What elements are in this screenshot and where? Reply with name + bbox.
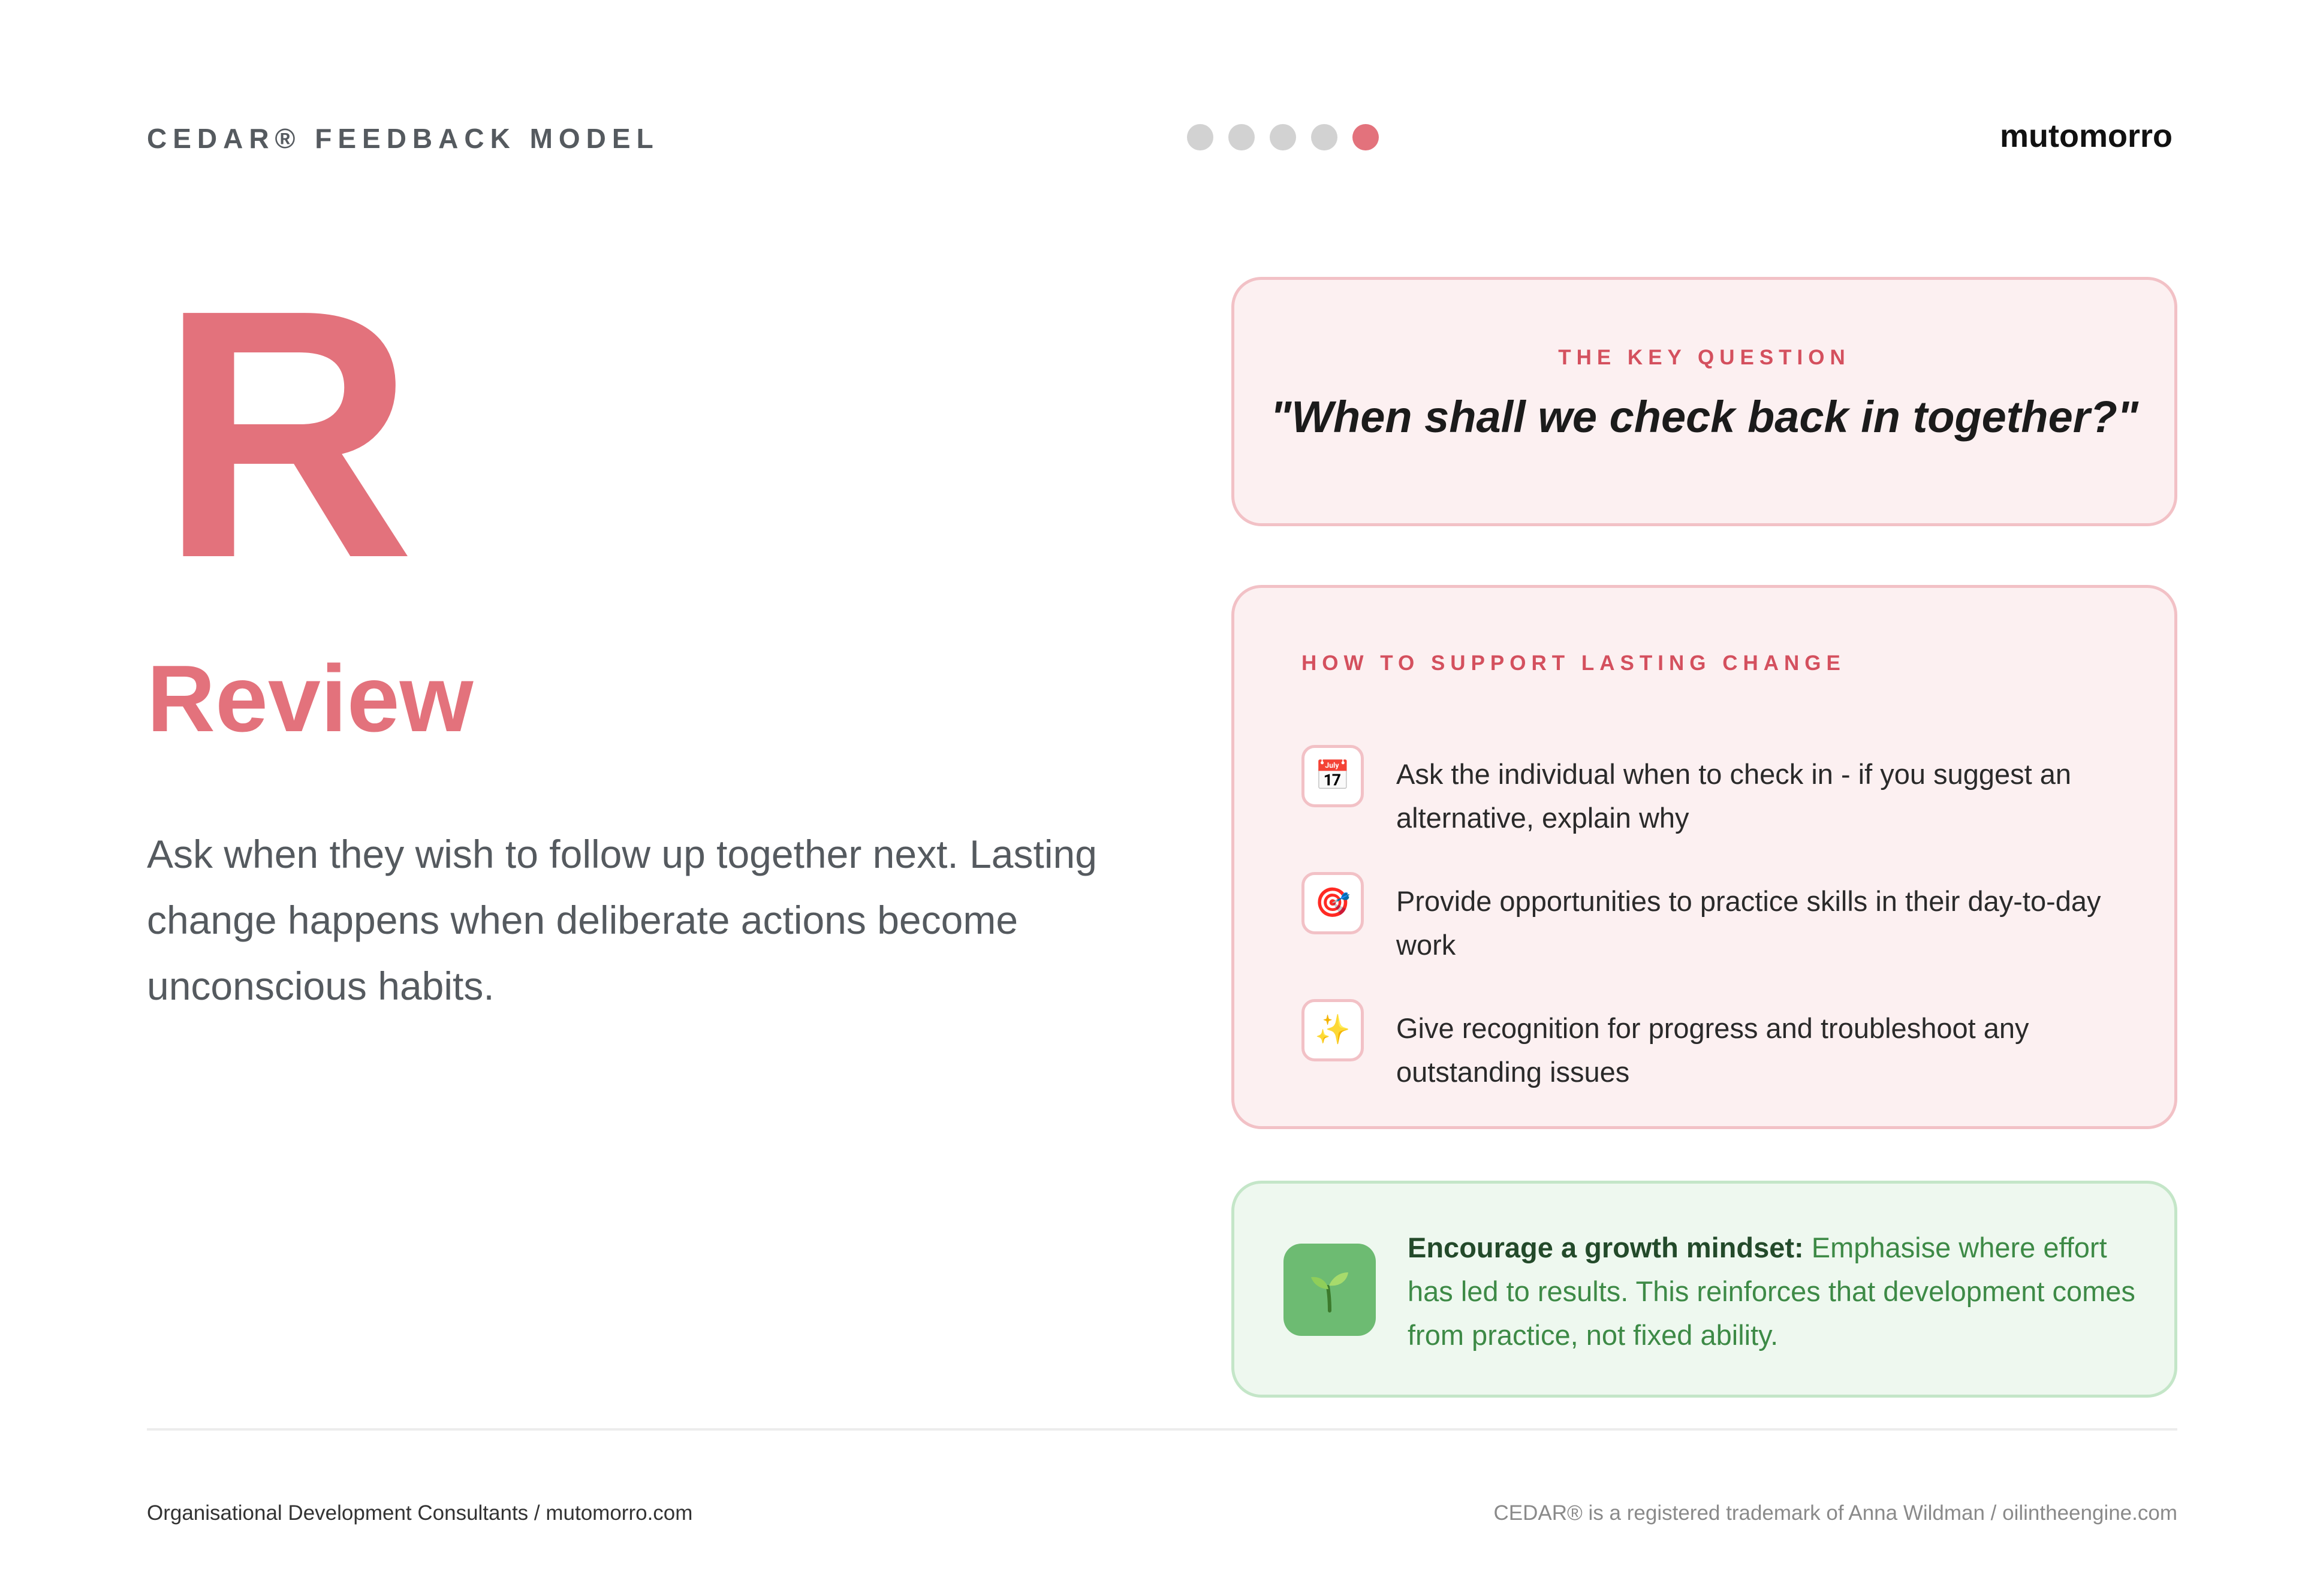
key-question-label: THE KEY QUESTION	[1558, 346, 1851, 369]
key-question-card	[1231, 277, 2177, 526]
step-letter: R	[159, 237, 415, 632]
target-icon: 🎯	[1301, 872, 1364, 934]
progress-dot-1[interactable]	[1187, 124, 1213, 150]
progress-dot-2[interactable]	[1228, 124, 1255, 150]
step-description: Ask when they wish to follow up together next. Lasting change happens when deliberate actions become unconscious habits.	[147, 832, 1097, 1008]
support-item-text: Ask the individual when to check in - if you suggest an alternative, explain why	[1396, 758, 2072, 834]
footer-left[interactable]: Organisational Development Consultants / mutomorro.com	[147, 1501, 693, 1525]
progress-dots	[1187, 124, 1379, 150]
progress-dot-5-active[interactable]	[1352, 124, 1379, 150]
growth-mindset-card	[1231, 1181, 2177, 1398]
brand-logo-text[interactable]: mutomorro	[2000, 118, 2173, 154]
support-card	[1231, 585, 2177, 1129]
growth-mindset-heading: Encourage a growth mindset:	[1408, 1232, 1804, 1263]
footer-divider	[147, 1428, 2177, 1431]
step-title: Review	[147, 646, 474, 752]
progress-dot-3[interactable]	[1270, 124, 1296, 150]
support-label: HOW TO SUPPORT LASTING CHANGE	[1301, 651, 1846, 675]
sparkles-icon: ✨	[1301, 999, 1364, 1061]
growth-mindset-text	[1408, 1226, 2157, 1357]
support-item-text: Give recognition for progress and troubleshoot any outstanding issues	[1396, 1012, 2029, 1088]
footer-right[interactable]: CEDAR® is a registered trademark of Anna Wildman / oilintheengine.com	[1493, 1501, 2177, 1525]
header-title: CEDAR® FEEDBACK MODEL	[147, 123, 659, 154]
growth-mindset-body: Emphasise where effort has led to results. This reinforces that development comes from practice, not fixed ability.	[1408, 1232, 2135, 1351]
calendar-icon: 📅	[1301, 745, 1364, 807]
sprout-icon	[1283, 1244, 1376, 1336]
progress-dot-4[interactable]	[1311, 124, 1337, 150]
support-item-text: Provide opportunities to practice skills in their day-to-day work	[1396, 885, 2101, 961]
key-question-text: "When shall we check back in together?"	[1270, 392, 2138, 442]
